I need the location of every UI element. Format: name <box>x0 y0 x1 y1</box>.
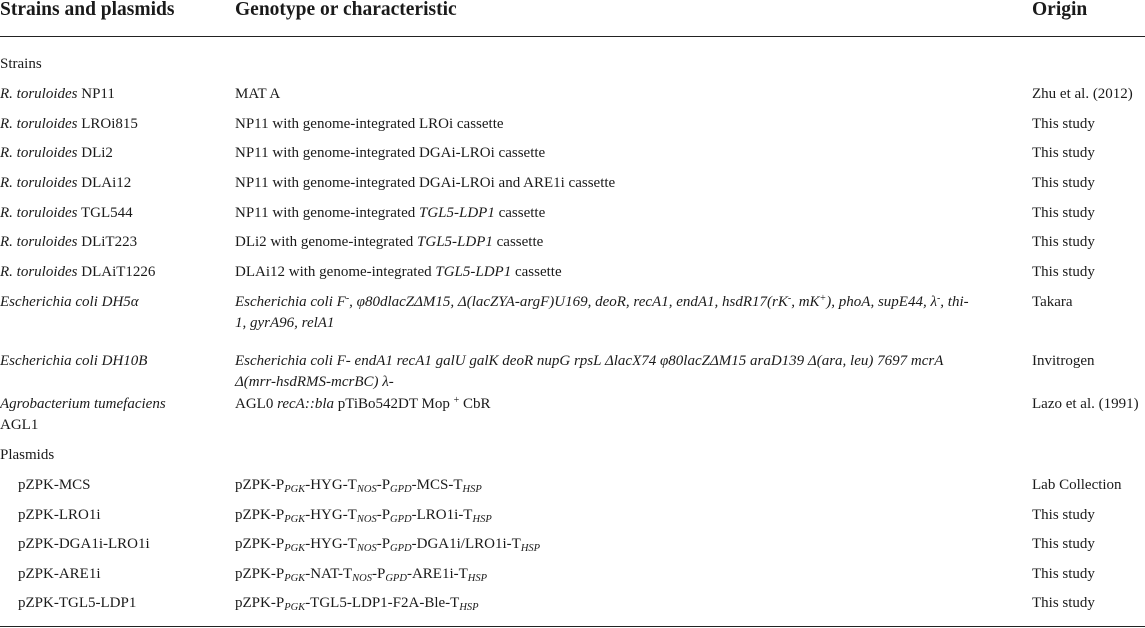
genotype: pZPK-$P_{PGK}-HYG-T_{NOS}-P_{GPD}-DGA1i/LRO1i-T_{HSP}$ <box>235 536 541 554</box>
strain-name: Escherichia coli DH5α <box>0 294 139 310</box>
strain-name: R. toruloides DLAi12 <box>0 175 132 191</box>
origin: Invitrogen <box>1032 353 1095 369</box>
origin: This study <box>1032 234 1095 250</box>
strain-name: R. toruloides DLAiT1226 <box>0 264 156 280</box>
genotype: NP11 with genome-integrated LROi cassette <box>235 116 504 132</box>
table-header <box>0 0 1145 37</box>
genotype: pZPK-$P_{PGK}-TGL5-LDP1-F2A-Ble-T_{HSP}$ <box>235 595 479 613</box>
strain-name: R. toruloides TGL544 <box>0 205 133 221</box>
strain-name: Escherichia coli DH10B <box>0 353 148 369</box>
genotype: pZPK-$P_{PGK}-HYG-T_{NOS}-P_{GPD}-LRO1i-T_{HSP}$ <box>235 507 492 525</box>
origin: This study <box>1032 205 1095 221</box>
origin: This study <box>1032 536 1095 552</box>
section-label: Strains <box>0 56 42 72</box>
plasmid-name: pZPK-ARE1i <box>18 566 101 582</box>
plasmid-name: pZPK-TGL5-LDP1 <box>18 595 137 611</box>
origin: This study <box>1032 116 1095 132</box>
plasmid-name: pZPK-LRO1i <box>18 507 101 523</box>
genotype: AGL0 recA::bla pTiBo542DT Mop + CbR <box>235 395 491 412</box>
header-origin: Origin <box>1032 0 1088 20</box>
genotype: NP11 with genome-integrated TGL5-LDP1 cassette <box>235 205 546 221</box>
plasmid-name: pZPK-MCS <box>18 477 91 493</box>
strain-name: R. toruloides LROi815 <box>0 116 138 132</box>
origin: Lab Collection <box>1032 477 1122 493</box>
genotype: NP11 with genome-integrated DGAi-LROi cassette <box>235 145 546 161</box>
origin: Takara <box>1032 294 1073 310</box>
origin: This study <box>1032 145 1095 161</box>
header-strains-plasmids: Strains and plasmids <box>0 0 175 20</box>
genotype: pZPK-$P_{PGK}-NAT-T_{NOS}-P_{GPD}-ARE1i-T_{HSP}$ <box>235 566 488 584</box>
genotype: Escherichia coli F-, φ80dlacZΔM15, Δ(lacZYA-argF)U169, deoR, recA1, endA1, hsdR17(rK-, mK+), phoA, supE44, λ-, thi- 1, gyrA96, relA1 <box>235 293 969 331</box>
section-label: Plasmids <box>0 447 55 463</box>
genotype: MAT A <box>235 86 281 102</box>
header-genotype: Genotype or characteristic <box>235 0 457 20</box>
origin: Lazo et al. (1991) <box>1032 396 1139 412</box>
origin: This study <box>1032 264 1095 280</box>
strain-name: Agrobacterium tumefaciens AGL1 <box>0 396 166 433</box>
genotype: DLAi12 with genome-integrated TGL5-LDP1 cassette <box>235 264 562 280</box>
genotype: pZPK-$P_{PGK}-HYG-T_{NOS}-P_{GPD}-MCS-T_{HSP}$ <box>235 477 482 495</box>
strain-name: R. toruloides DLiT223 <box>0 234 138 250</box>
strain-name: R. toruloides DLi2 <box>0 145 113 161</box>
origin: This study <box>1032 566 1095 582</box>
origin: This study <box>1032 595 1095 611</box>
genotype: Escherichia coli F- endA1 recA1 galU galK deoR nupG rpsL ΔlacX74 φ80lacZΔM15 araD139 Δ(ara, leu) 7697 mcrA Δ(mrr-hsdRMS-mcrBC) λ- <box>235 353 944 390</box>
plasmid-name: pZPK-DGA1i-LRO1i <box>18 536 150 552</box>
genotype: NP11 with genome-integrated DGAi-LROi and ARE1i cassette <box>235 175 616 191</box>
origin: This study <box>1032 507 1095 523</box>
origin: Zhu et al. (2012) <box>1032 86 1133 102</box>
strain-name: R. toruloides NP11 <box>0 86 115 102</box>
origin: This study <box>1032 175 1095 191</box>
table-bottom-rule <box>0 626 1145 627</box>
genotype: DLi2 with genome-integrated TGL5-LDP1 cassette <box>235 234 544 250</box>
